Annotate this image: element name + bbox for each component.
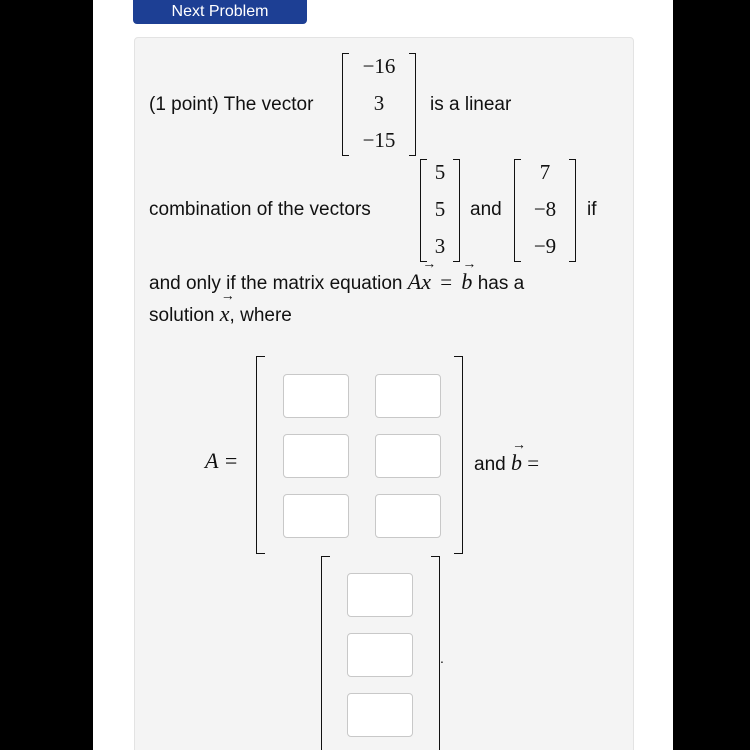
vector-x-symbol: → x [220, 301, 230, 327]
vector-b-entry-3[interactable] [347, 693, 413, 737]
vector-b-left-bracket [321, 556, 330, 750]
and-only-if-text: and only if the matrix equation [149, 273, 403, 294]
vector-b-entry-2[interactable] [347, 633, 413, 677]
target-vector-entry: −15 [362, 128, 396, 152]
matrix-A-entry-r2c1[interactable] [283, 434, 349, 478]
matrix-A-entry-r1c1[interactable] [283, 374, 349, 418]
solution-text: solution [149, 305, 215, 326]
vector-x-symbol: → x [421, 269, 431, 295]
matrix-A-symbol: A [407, 269, 422, 294]
period-text: . [440, 650, 444, 666]
next-problem-button[interactable]: Next Problem [133, 0, 307, 24]
matrix-A-left-bracket [256, 356, 265, 554]
vector-2-entry: −9 [533, 234, 557, 258]
and-text: and [474, 454, 506, 475]
vector-2 [514, 159, 576, 262]
vector-1-entry: 5 [434, 160, 446, 184]
matrix-A-entry-r3c1[interactable] [283, 494, 349, 538]
and-b-equals-label [474, 450, 539, 476]
combination-text: combination of the vectors [149, 199, 371, 220]
and-text: and [470, 199, 502, 220]
target-vector [342, 53, 416, 156]
vector-2-entry: −8 [533, 197, 557, 221]
is-linear-text: is a linear [430, 94, 512, 115]
target-vector-entry: 3 [373, 91, 385, 115]
vector-1 [420, 159, 460, 262]
vector-b-entry-1[interactable] [347, 573, 413, 617]
solution-line [149, 301, 292, 327]
intro-text: (1 point) The vector [149, 94, 314, 115]
matrix-equation-line [149, 269, 524, 295]
A-equals-label: A = [205, 448, 239, 473]
where-text: , where [229, 305, 292, 326]
problem-page [93, 0, 673, 750]
matrix-A-right-bracket [454, 356, 463, 554]
vector-2-entry: 7 [539, 160, 551, 184]
matrix-A-entry-r3c2[interactable] [375, 494, 441, 538]
target-vector-entry: −16 [362, 54, 396, 78]
matrix-A-entry-r2c2[interactable] [375, 434, 441, 478]
equals-sign: = [527, 451, 540, 475]
has-a-text: has a [477, 273, 525, 294]
vector-1-entry: 3 [434, 234, 446, 258]
if-text: if [587, 199, 597, 220]
equals-sign: = [440, 270, 453, 294]
vector-1-entry: 5 [434, 197, 446, 221]
vector-b-symbol: → b [461, 269, 472, 295]
vector-b-right-bracket [431, 556, 440, 750]
problem-panel [134, 37, 634, 750]
matrix-A-entry-r1c2[interactable] [375, 374, 441, 418]
vector-b-symbol: → b [511, 450, 522, 476]
